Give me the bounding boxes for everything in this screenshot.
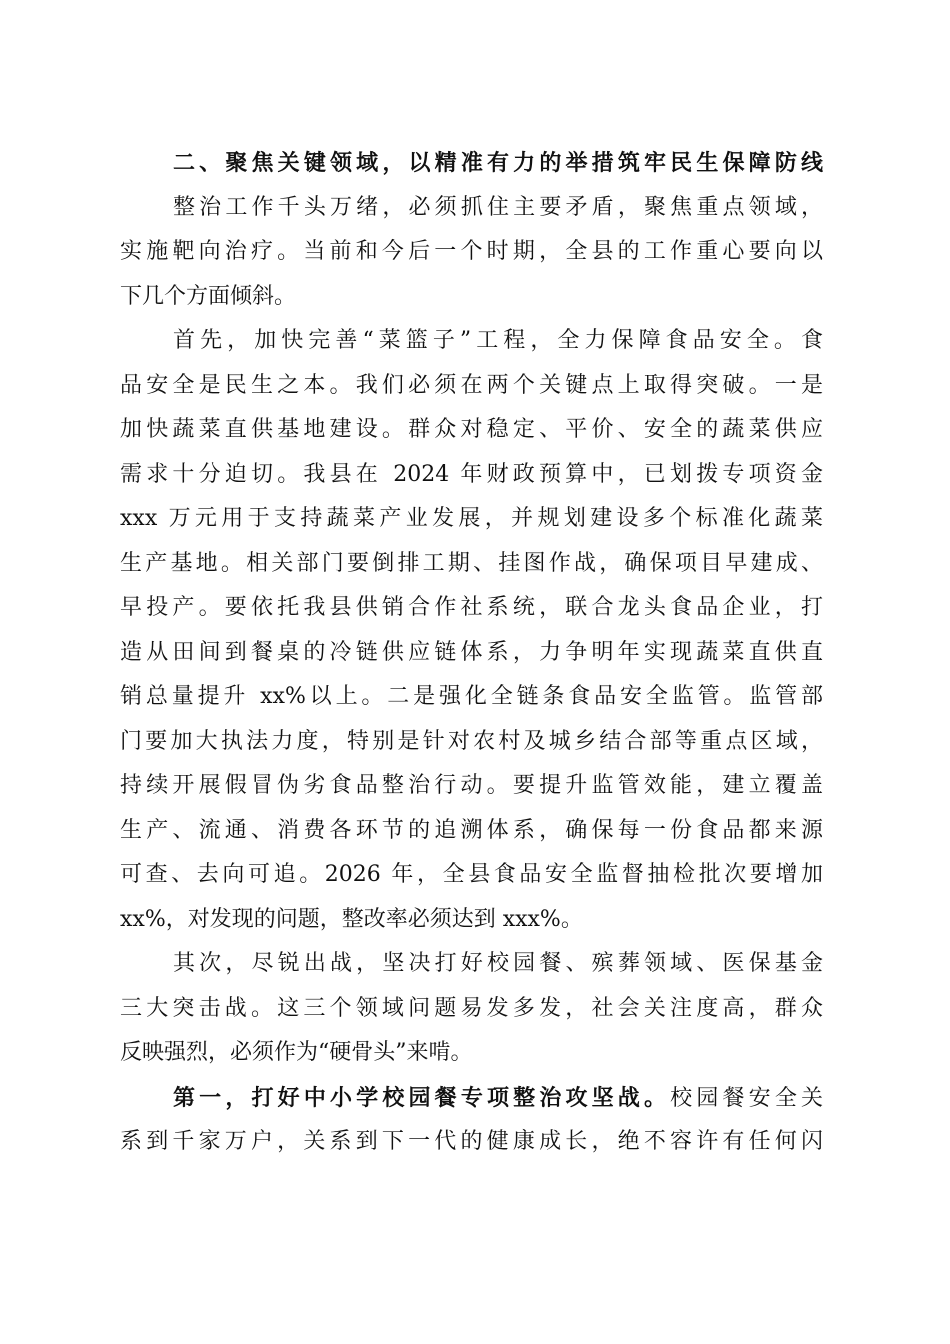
text-line: 持续开展假冒伪劣食品整治行动。要提升监管效能，建立覆盖 bbox=[120, 773, 823, 798]
paragraph-4 bbox=[120, 1076, 823, 1165]
text-line bbox=[120, 1076, 823, 1121]
text-line: 需求十分迫切。我县在 2024 年财政预算中，已划拨专项资金 bbox=[120, 461, 823, 487]
paragraph-1 bbox=[120, 186, 823, 320]
text-line: xx%，对发现的问题，整改率必须达到 xxx%。 bbox=[120, 906, 583, 932]
text-line: 其次，尽锐出战，坚决打好校园餐、殡葬领域、医保基金 bbox=[173, 951, 823, 976]
text-line: 品安全是民生之本。我们必须在两个关键点上取得突破。一是 bbox=[120, 372, 823, 398]
text-line: 造从田间到餐桌的冷链供应链体系，力争明年实现蔬菜直供直 bbox=[120, 639, 823, 665]
text-line: 三大突击战。这三个领域问题易发多发，社会关注度高，群众 bbox=[120, 995, 823, 1021]
text-line: 可查、去向可追。2026 年，全县食品安全监督抽检批次要增加 bbox=[120, 862, 823, 887]
paragraph-2 bbox=[120, 319, 823, 942]
bold-lead: 第一，打好中小学校园餐专项整治攻坚战。 bbox=[173, 1084, 671, 1111]
text-line: 整治工作千头万绪，必须抓住主要矛盾，聚焦重点领域， bbox=[173, 194, 823, 220]
text-line: 首先，加快完善“菜篮子”工程，全力保障食品安全。食 bbox=[173, 328, 823, 353]
text-line: 早投产。要依托我县供销合作社系统，联合龙头食品企业，打 bbox=[120, 595, 823, 620]
text-run: 校园餐安全关 bbox=[670, 1085, 823, 1111]
text-line: 反映强烈，必须作为“硬骨头”来啃。 bbox=[120, 1040, 473, 1065]
text-line: 实施靶向治疗。当前和今后一个时期，全县的工作重心要向以 bbox=[120, 239, 823, 264]
document-page bbox=[120, 141, 823, 1165]
text-line: 下几个方面倾斜。 bbox=[120, 283, 297, 309]
text-line: 生产基地。相关部门要倒排工期、挂图作战，确保项目早建成、 bbox=[120, 550, 823, 576]
text-line: 销总量提升 xx%以上。二是强化全链条食品安全监管。监管部 bbox=[120, 684, 823, 709]
text-line: 系到千家万户，关系到下一代的健康成长，绝不容许有任何闪 bbox=[120, 1129, 823, 1154]
text-line: xxx 万元用于支持蔬菜产业发展，并规划建设多个标准化蔬菜 bbox=[120, 506, 823, 531]
text-line: 加快蔬菜直供基地建设。群众对稳定、平价、安全的蔬菜供应 bbox=[120, 417, 823, 442]
text-line: 门要加大执法力度，特别是针对农村及城乡结合部等重点区域， bbox=[120, 728, 823, 754]
section-heading: 二、聚焦关键领域，以精准有力的举措筑牢民生保障防线 bbox=[173, 150, 823, 176]
paragraph-3 bbox=[120, 942, 823, 1076]
text-line: 生产、流通、消费各环节的追溯体系，确保每一份食品都来源 bbox=[120, 817, 823, 843]
